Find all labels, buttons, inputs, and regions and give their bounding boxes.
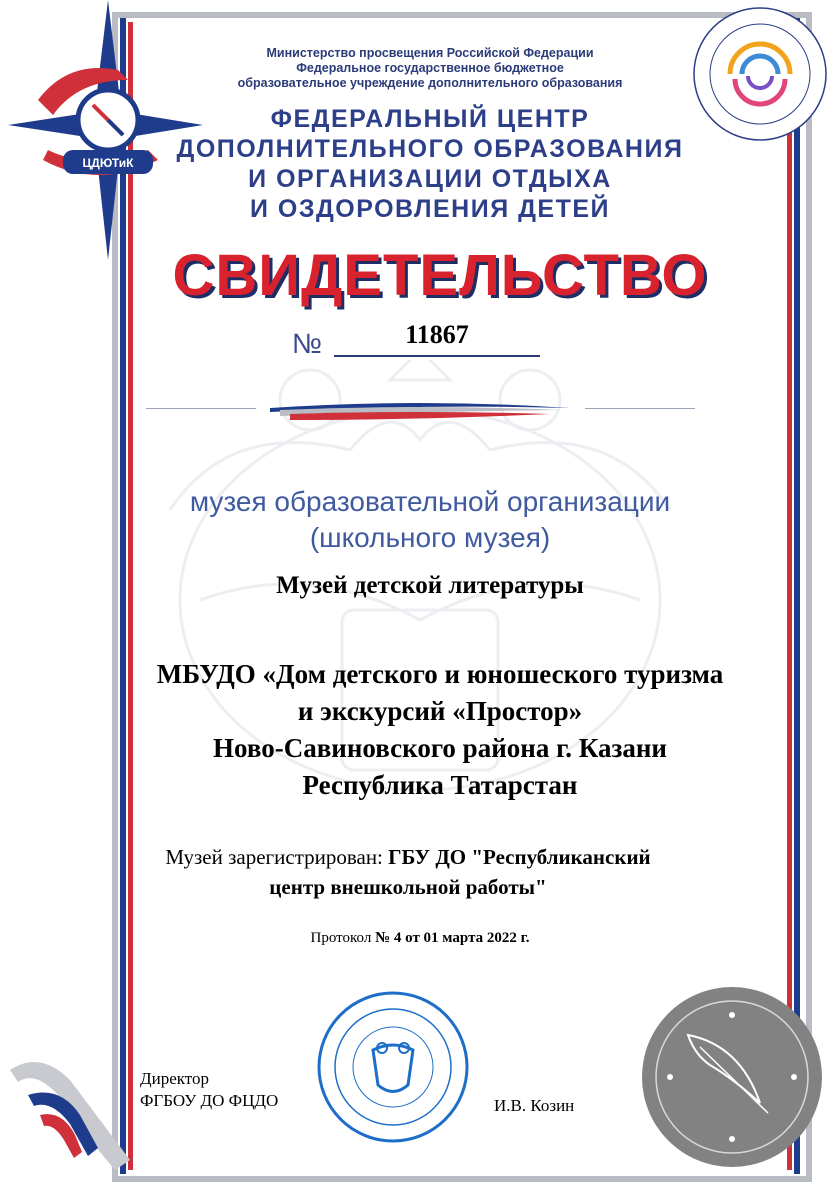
fcdo-seal-icon [690, 4, 830, 144]
registration-label: Музей зарегистрирован: [165, 845, 383, 869]
official-stamp-icon [316, 990, 471, 1145]
logo-text: ЦДЮТиК [82, 156, 134, 170]
protocol-details: № 4 от 01 марта 2022 г. [375, 930, 530, 946]
registration-block [108, 842, 708, 902]
ministry-line: Министерство просвещения Российской Федерации [266, 46, 594, 60]
signer-name: И.В. Козин [494, 1096, 575, 1115]
ribbon-divider-icon [270, 396, 570, 426]
certificate-number: 11867 [405, 320, 469, 349]
ministry-line: Федеральное государственное бюджетное [296, 61, 564, 75]
registration-org: ГБУ ДО "Республиканский [388, 845, 651, 869]
eagle-watermark-icon [110, 360, 730, 920]
organization-line: МБУДО «Дом детского и юношеского туризма [156, 659, 724, 689]
center-title [150, 104, 710, 224]
center-title-line: ФЕДЕРАЛЬНЫЙ ЦЕНТР [270, 105, 590, 133]
director-title-line: Директор [140, 1069, 209, 1088]
center-title-line: И ОЗДОРОВЛЕНИЯ ДЕТЕЙ [249, 195, 611, 223]
organization-name [100, 656, 780, 804]
museum-name: Музей детской литературы [276, 572, 584, 599]
protocol-prefix: Протокол [310, 930, 372, 946]
ministry-line: образовательное учреждение дополнительного образования [237, 76, 623, 90]
organization-line: и экскурсий «Простор» [297, 696, 583, 726]
divider-right [585, 408, 695, 409]
museum-type-line: (школьного музея) [309, 522, 551, 553]
center-title-line: ДОПОЛНИТЕЛЬНОГО ОБРАЗОВАНИЯ [176, 135, 684, 163]
registration-org-line2: центр внешкольной работы" [269, 875, 547, 899]
protocol-line [240, 930, 600, 947]
organization-line: Ново-Савиновского района г. Казани [213, 733, 667, 763]
quill-medallion-icon [640, 985, 825, 1170]
museum-type-line: музея образовательной организации [189, 486, 671, 517]
ministry-header [200, 46, 660, 91]
certificate-title: СВИДЕТЕЛЬСТВО [172, 243, 708, 308]
divider-left [146, 408, 256, 409]
number-sign: № [292, 328, 323, 359]
museum-type [120, 484, 740, 556]
director-title [140, 1068, 278, 1112]
center-title-line: И ОРГАНИЗАЦИИ ОТДЫХА [248, 165, 612, 193]
director-title-line: ФГБОУ ДО ФЦДО [140, 1091, 279, 1110]
organization-line: Республика Татарстан [302, 770, 578, 800]
ribbon-corner-icon [0, 1040, 140, 1180]
number-underline [334, 355, 540, 357]
